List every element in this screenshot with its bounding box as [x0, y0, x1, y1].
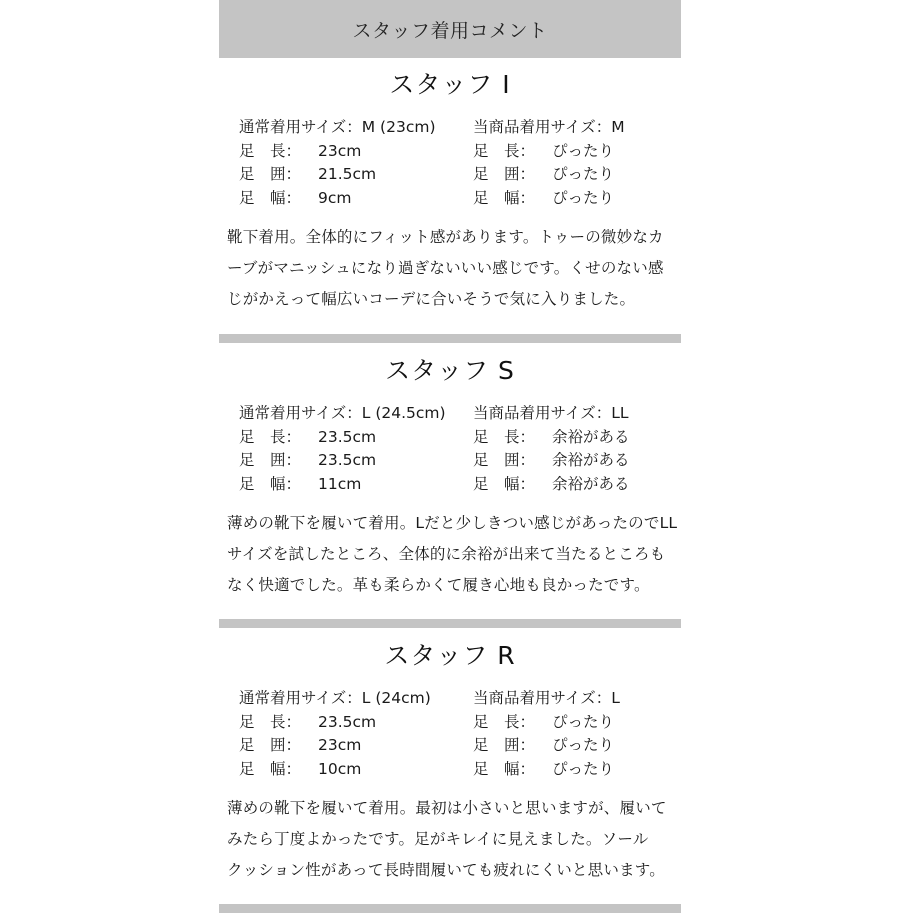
section-title: スタッフ着用コメント: [352, 19, 548, 42]
measure-value: 21.5cm: [318, 165, 377, 183]
measure-label: 足 囲：: [239, 165, 302, 183]
measure-label: 足 囲：: [473, 165, 536, 183]
measure-label: 足 幅：: [239, 474, 302, 493]
measure-label: 足 囲：: [239, 736, 302, 754]
measure-label: 足 長：: [473, 712, 536, 731]
measure-label: 足 長：: [239, 427, 302, 446]
fit-value: 余裕がある: [552, 451, 630, 469]
fit-value: ぴったり: [552, 759, 615, 778]
measure-label: 足 長：: [473, 427, 536, 446]
fit-value: ぴったり: [552, 712, 615, 731]
comment-line: じがかえって幅広いコーデに合いそうで気に入りました。: [227, 290, 636, 308]
measure-label: 足 長：: [473, 141, 536, 160]
fit-value: ぴったり: [552, 188, 615, 207]
measure-value: 10cm: [318, 759, 362, 778]
staff-block: [219, 68, 681, 315]
staff-block: [219, 639, 681, 886]
size-spec: [219, 116, 681, 210]
measure-value: 23.5cm: [318, 427, 377, 446]
staff-block: [219, 354, 681, 601]
comment-line: 薄めの靴下を履いて着用。Lだと少しきつい感じがあったのでLL: [227, 514, 678, 532]
fit-value: ぴったり: [552, 141, 615, 160]
measure-row: [239, 187, 473, 211]
measure-label: 足 囲：: [473, 736, 536, 754]
staff-name: スタッフ R: [384, 641, 516, 670]
measure-value: 23.5cm: [318, 451, 377, 469]
staff-name: スタッフ I: [389, 70, 511, 99]
comment-line: 薄めの靴下を履いて着用。最初は小さいと思いますが、履いて: [227, 799, 667, 817]
fit-value: 余裕がある: [552, 427, 630, 446]
fit-row: [473, 711, 673, 735]
measure-label: 足 幅：: [473, 474, 536, 493]
measure-row: [239, 711, 473, 735]
comment-line: サイズを試したところ、全体的に余裕が出来て当たるところも: [227, 545, 666, 563]
item-size: 当商品着用サイズ：LL: [473, 404, 629, 422]
fit-value: 余裕がある: [552, 474, 630, 493]
fit-row: [473, 140, 673, 164]
measure-label: 足 囲：: [473, 451, 536, 469]
fit-row: [473, 734, 673, 758]
usual-size: 通常着用サイズ：L (24cm): [239, 689, 431, 707]
measure-row: [239, 163, 473, 187]
fit-value: ぴったり: [552, 736, 615, 754]
fit-row: [473, 187, 673, 211]
measure-value: 23cm: [318, 736, 362, 754]
comment-line: クッション性があって長時間履いても疲れにくいと思います。: [227, 861, 665, 879]
staff-comment: [219, 793, 681, 886]
staff-comment: [219, 222, 681, 315]
fit-row: [473, 473, 673, 497]
section-divider: [219, 334, 681, 343]
measure-row: [239, 473, 473, 497]
fit-row: [473, 163, 673, 187]
comment-line: 靴下着用。全体的にフィット感があります。トゥーの微妙なカ: [227, 228, 664, 246]
size-spec: [219, 687, 681, 781]
staff-comment-panel: [219, 0, 681, 913]
comment-line: なく快適でした。革も柔らかくて履き心地も良かったです。: [227, 576, 650, 594]
fit-row: [473, 449, 673, 473]
measure-value: 11cm: [318, 474, 362, 493]
fit-row: [473, 426, 673, 450]
measure-label: 足 幅：: [473, 759, 536, 778]
usual-size: 通常着用サイズ：L (24.5cm): [239, 404, 446, 422]
measure-label: 足 囲：: [239, 451, 302, 469]
section-divider: [219, 619, 681, 628]
usual-size: 通常着用サイズ：M (23cm): [239, 118, 436, 136]
comment-line: みたら丁度よかったです。足がキレイに見えました。ソール: [227, 830, 649, 848]
section-header: [219, 0, 681, 58]
measure-row: [239, 426, 473, 450]
item-size: 当商品着用サイズ：M: [473, 118, 625, 136]
measure-label: 足 長：: [239, 712, 302, 731]
comment-line: ーブがマニッシュになり過ぎないいい感じです。くせのない感: [227, 259, 664, 277]
measure-label: 足 幅：: [473, 188, 536, 207]
staff-comment: [219, 508, 681, 601]
item-size: 当商品着用サイズ：L: [473, 689, 620, 707]
measure-value: 9cm: [318, 188, 352, 207]
measure-row: [239, 734, 473, 758]
fit-value: ぴったり: [552, 165, 615, 183]
measure-label: 足 幅：: [239, 188, 302, 207]
measure-row: [239, 449, 473, 473]
measure-label: 足 幅：: [239, 759, 302, 778]
measure-row: [239, 758, 473, 782]
size-spec: [219, 402, 681, 496]
measure-label: 足 長：: [239, 141, 302, 160]
measure-value: 23cm: [318, 141, 362, 160]
measure-value: 23.5cm: [318, 712, 377, 731]
staff-name: スタッフ S: [385, 356, 515, 385]
section-divider: [219, 904, 681, 913]
fit-row: [473, 758, 673, 782]
measure-row: [239, 140, 473, 164]
